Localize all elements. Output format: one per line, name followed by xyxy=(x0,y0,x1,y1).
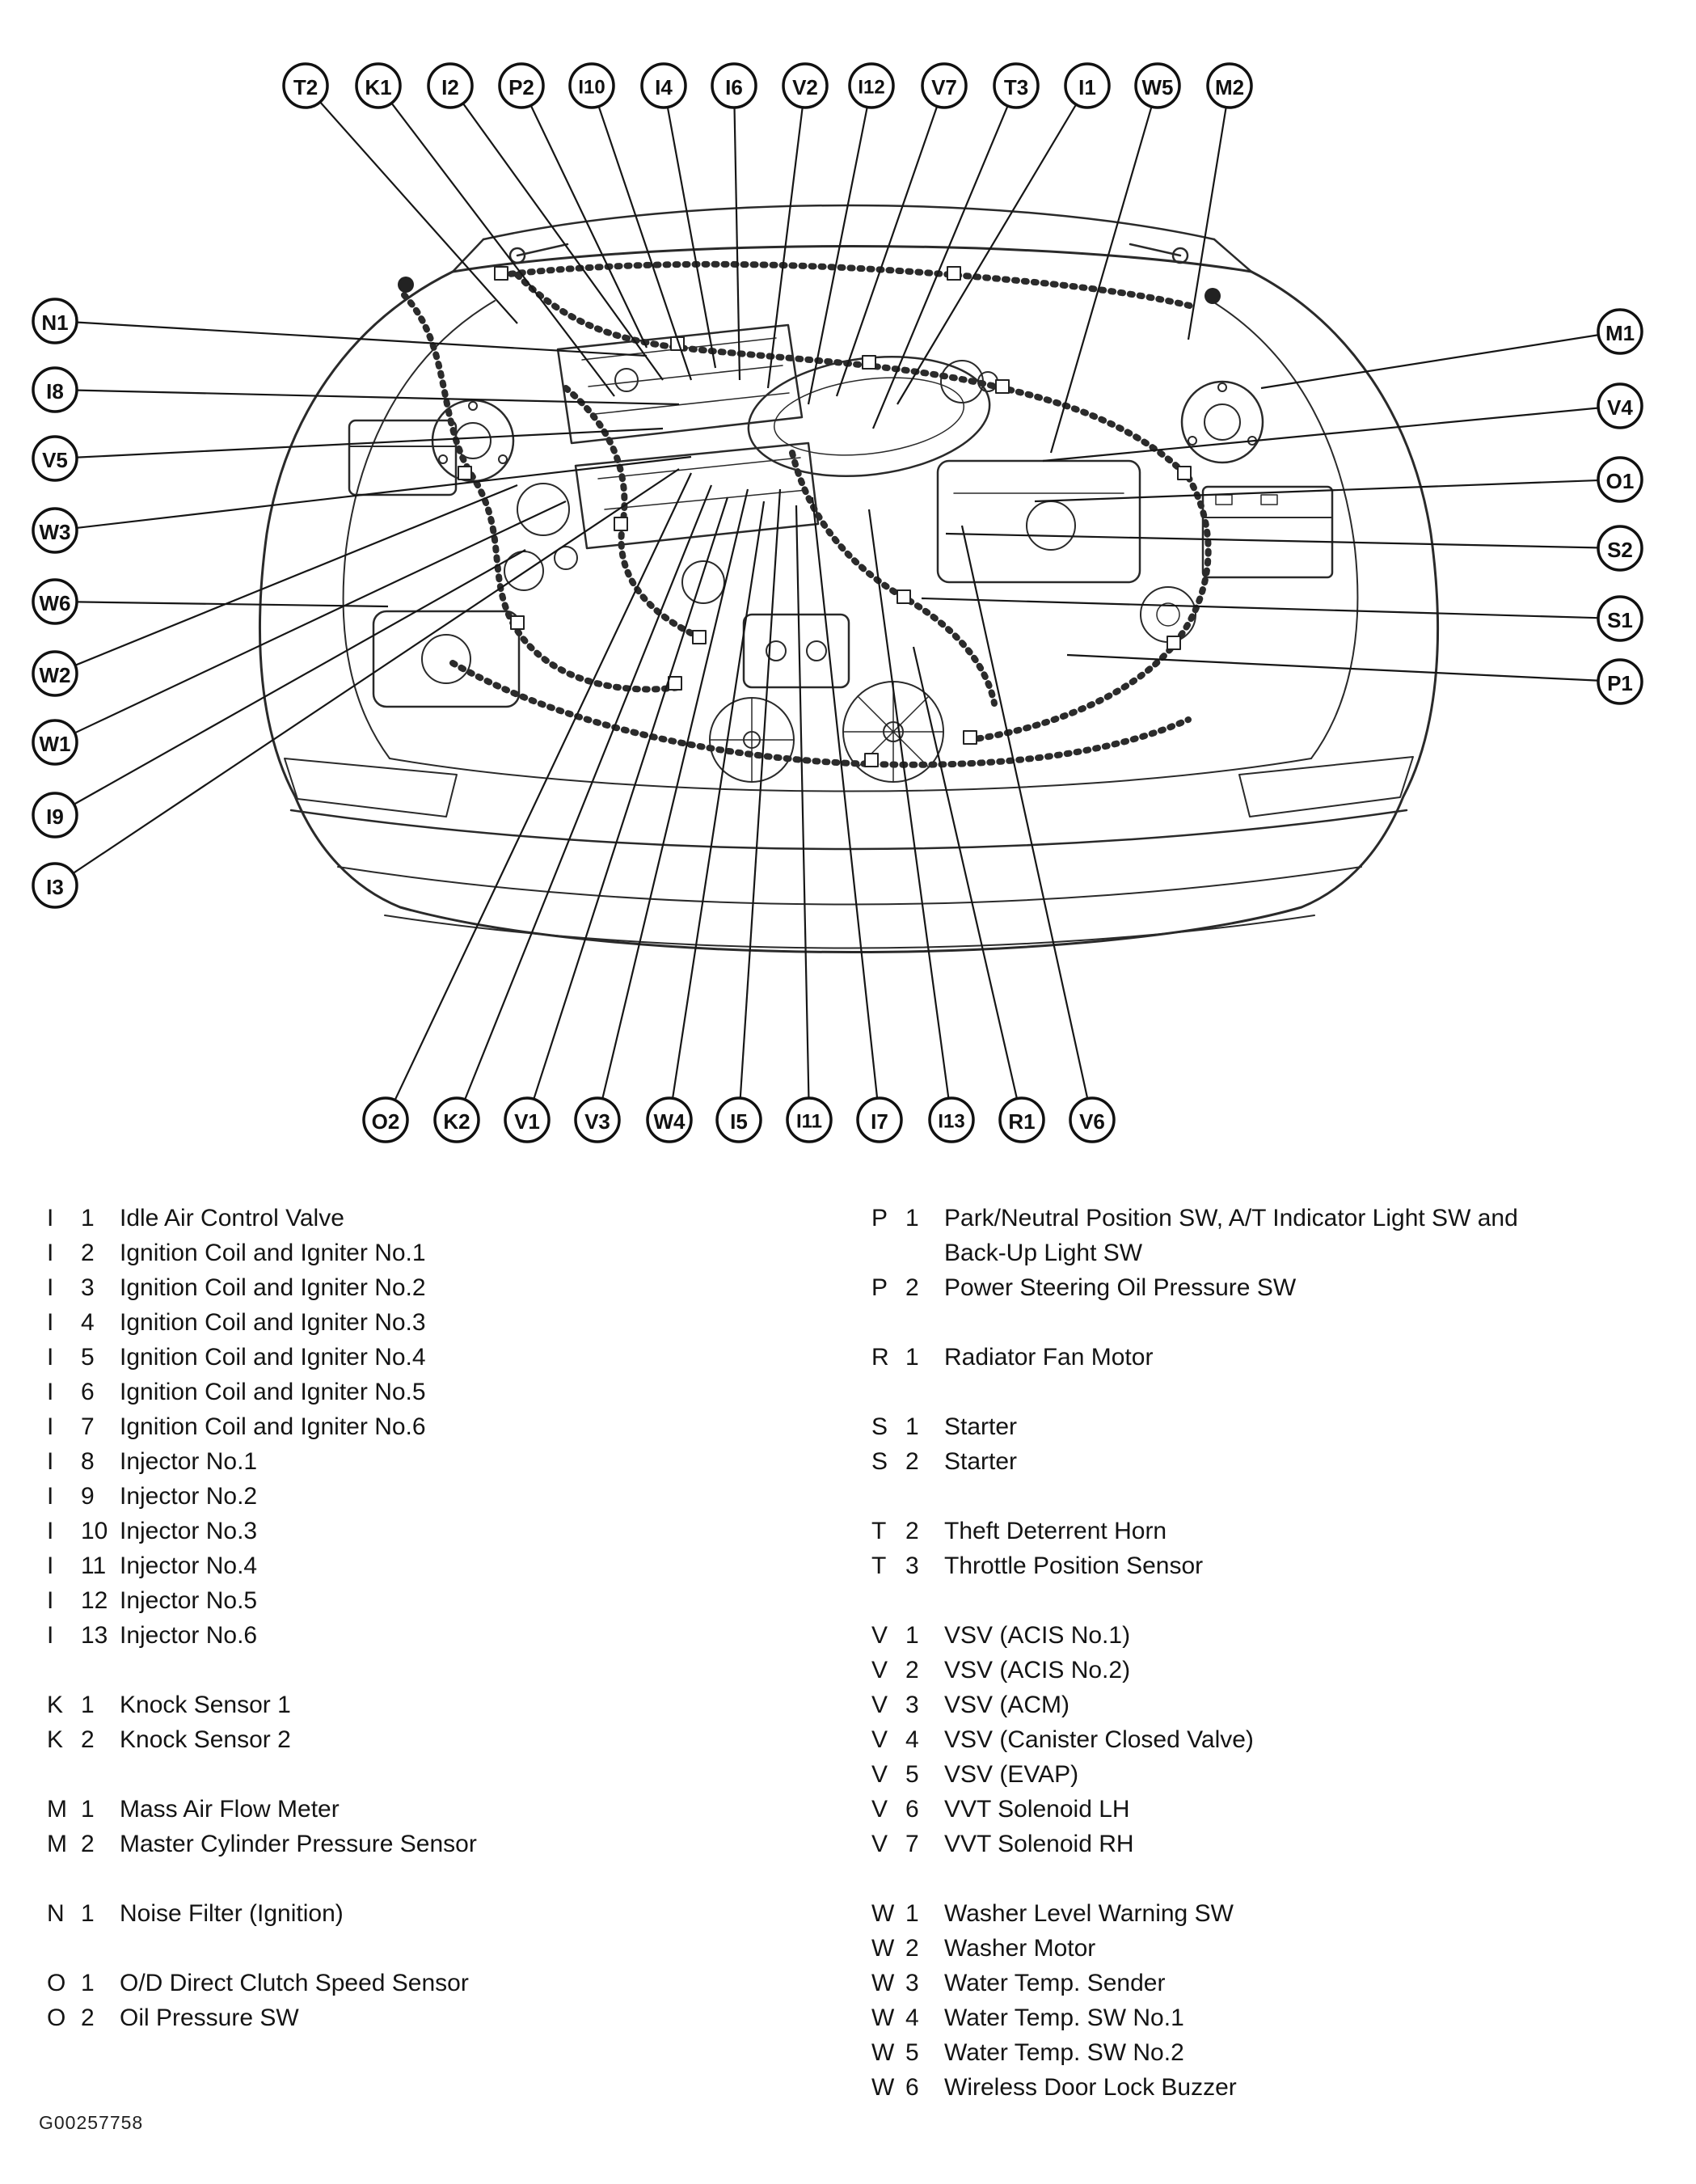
legend-row-I13 xyxy=(47,1618,839,1653)
callout-I7 xyxy=(858,1098,901,1142)
callout-S1 xyxy=(1598,597,1642,640)
legend-row-V1 xyxy=(871,1618,1664,1653)
legend-group-P xyxy=(871,1201,1664,1305)
leader-line-S1 xyxy=(922,598,1597,618)
callout-label: I8 xyxy=(46,379,64,403)
callout-I6 xyxy=(712,64,756,108)
callout-label: M2 xyxy=(1214,75,1245,99)
legend-code: O xyxy=(47,1970,66,1996)
legend-row-S2 xyxy=(871,1444,1664,1479)
legend-code: K xyxy=(47,1726,64,1753)
legend-code: W xyxy=(871,2004,895,2031)
callout-label: R1 xyxy=(1008,1109,1036,1134)
callout-M2 xyxy=(1208,64,1251,108)
legend-number: 10 xyxy=(81,1518,108,1544)
legend-code: I xyxy=(47,1483,54,1510)
callout-I13 xyxy=(930,1098,973,1142)
legend-code: V xyxy=(871,1831,888,1857)
legend-row-T2 xyxy=(871,1514,1664,1548)
legend-number: 2 xyxy=(81,2004,95,2031)
legend-number: 1 xyxy=(905,1344,919,1371)
legend-number: 1 xyxy=(905,1413,919,1440)
callout-V4 xyxy=(1598,384,1642,428)
legend-code: I xyxy=(47,1622,54,1649)
legend-number: 5 xyxy=(81,1344,95,1371)
callout-W5 xyxy=(1136,64,1179,108)
callout-label: K2 xyxy=(443,1109,470,1134)
leader-line-I4 xyxy=(668,108,715,368)
callout-W2 xyxy=(33,652,77,695)
legend-code: P xyxy=(871,1274,888,1301)
legend-group-R xyxy=(871,1340,1664,1375)
legend-label: Starter xyxy=(944,1448,1018,1475)
legend-label: Washer Level Warning SW xyxy=(944,1900,1234,1927)
callout-V3 xyxy=(576,1098,619,1142)
leader-line-O1 xyxy=(1035,480,1597,501)
callout-label: W2 xyxy=(39,663,71,687)
callout-K1 xyxy=(356,64,400,108)
callout-I12 xyxy=(850,64,893,108)
legend-number: 11 xyxy=(81,1552,107,1579)
callout-W6 xyxy=(33,580,77,623)
legend-column-left xyxy=(47,1201,839,2035)
callout-I2 xyxy=(428,64,472,108)
legend-number: 1 xyxy=(81,1692,95,1718)
legend-code: R xyxy=(871,1344,889,1371)
legend-code: W xyxy=(871,2039,895,2066)
legend-number: 2 xyxy=(905,1657,919,1683)
legend-row-W4 xyxy=(871,2000,1664,2035)
callout-I5 xyxy=(717,1098,761,1142)
legend-number: 2 xyxy=(905,1935,919,1962)
legend-label: Injector No.5 xyxy=(120,1587,258,1614)
legend-number: 1 xyxy=(905,1900,919,1927)
legend-code: I xyxy=(47,1240,54,1266)
leader-line-V7 xyxy=(837,107,937,396)
leader-line-W1 xyxy=(75,501,566,733)
legend-code: N xyxy=(47,1900,65,1927)
callout-W4 xyxy=(648,1098,691,1142)
legend-number: 1 xyxy=(81,1205,95,1231)
callout-label: W1 xyxy=(39,732,71,756)
legend-number: 12 xyxy=(81,1587,108,1614)
legend-label: Injector No.1 xyxy=(120,1448,258,1475)
legend-label: Water Temp. Sender xyxy=(944,1970,1166,1996)
callout-P2 xyxy=(500,64,543,108)
legend-code: V xyxy=(871,1726,888,1753)
leader-line-S2 xyxy=(946,534,1597,547)
legend-code: I xyxy=(47,1552,54,1579)
callout-label: V4 xyxy=(1607,395,1633,420)
legend-code: M xyxy=(47,1831,67,1857)
legend-number: 3 xyxy=(905,1552,919,1579)
legend-label: Ignition Coil and Igniter No.3 xyxy=(120,1309,426,1336)
legend-code: K xyxy=(47,1692,64,1718)
legend-number: 1 xyxy=(905,1622,919,1649)
legend-row-I6 xyxy=(47,1375,839,1409)
legend-row-V6 xyxy=(871,1792,1664,1827)
callout-label: P1 xyxy=(1607,671,1633,695)
legend-row-I1 xyxy=(47,1201,839,1236)
legend-row-I12 xyxy=(47,1583,839,1618)
legend-label: Injector No.3 xyxy=(120,1518,258,1544)
legend-code: S xyxy=(871,1448,888,1475)
callout-label: I2 xyxy=(441,75,459,99)
leader-line-W3 xyxy=(78,457,691,528)
legend-label: Noise Filter (Ignition) xyxy=(120,1900,344,1927)
leader-line-W4 xyxy=(673,501,764,1097)
legend-row-W6 xyxy=(871,2070,1664,2105)
legend-row-K1 xyxy=(47,1688,839,1722)
callout-label: W6 xyxy=(39,591,71,615)
legend-row-I7 xyxy=(47,1409,839,1444)
callout-label: T3 xyxy=(1003,75,1029,99)
leader-line-I1 xyxy=(897,105,1076,404)
legend-number: 9 xyxy=(81,1483,95,1510)
legend-row-M1 xyxy=(47,1792,839,1827)
callout-I10 xyxy=(570,64,614,108)
legend-row-V3 xyxy=(871,1688,1664,1722)
legend-code: I xyxy=(47,1274,54,1301)
legend-number: 3 xyxy=(905,1970,919,1996)
callout-label: I4 xyxy=(655,75,673,99)
legend-label: VVT Solenoid RH xyxy=(944,1831,1134,1857)
legend-number: 3 xyxy=(81,1274,95,1301)
callout-label: W3 xyxy=(39,520,71,544)
legend-label: Ignition Coil and Igniter No.2 xyxy=(120,1274,426,1301)
callout-I3 xyxy=(33,864,77,907)
callout-label: V6 xyxy=(1079,1109,1105,1134)
leader-line-W5 xyxy=(1051,108,1151,453)
legend-code: W xyxy=(871,1900,895,1927)
legend-number: 2 xyxy=(905,1448,919,1475)
callout-label: O1 xyxy=(1605,469,1635,493)
legend-code: I xyxy=(47,1518,54,1544)
legend-code: I xyxy=(47,1344,54,1371)
leader-line-I6 xyxy=(735,108,740,380)
legend-label: Knock Sensor 2 xyxy=(120,1726,291,1753)
legend-number: 5 xyxy=(905,2039,919,2066)
callout-label: I1 xyxy=(1078,75,1096,99)
legend-number: 2 xyxy=(81,1726,95,1753)
legend-code: P xyxy=(871,1205,888,1231)
legend-row-S1 xyxy=(871,1409,1664,1444)
legend-row-M2 xyxy=(47,1827,839,1861)
callout-I11 xyxy=(787,1098,831,1142)
legend-number: 4 xyxy=(81,1309,95,1336)
legend-row-I11 xyxy=(47,1548,839,1583)
legend-number: 7 xyxy=(81,1413,95,1440)
legend-row-P1 xyxy=(871,1201,1664,1270)
legend-number: 3 xyxy=(905,1692,919,1718)
leader-line-M2 xyxy=(1188,108,1226,340)
legend-label: Throttle Position Sensor xyxy=(944,1552,1204,1579)
legend-row-O2 xyxy=(47,2000,839,2035)
legend-number: 2 xyxy=(81,1240,95,1266)
callout-label: I3 xyxy=(46,875,64,899)
legend-label: Wireless Door Lock Buzzer xyxy=(944,2074,1237,2101)
figure-id: G00257758 xyxy=(39,2112,144,2133)
callout-label: I10 xyxy=(578,76,605,99)
legend-code: I xyxy=(47,1309,54,1336)
legend-code: W xyxy=(871,1935,895,1962)
legend-label: VSV (ACM) xyxy=(944,1692,1070,1718)
callout-V5 xyxy=(33,437,77,480)
callout-label: I9 xyxy=(46,805,64,829)
callout-label: I12 xyxy=(858,76,885,99)
legend-code: V xyxy=(871,1622,888,1649)
legend-code: O xyxy=(47,2004,66,2031)
legend-label: Radiator Fan Motor xyxy=(944,1344,1154,1371)
callout-label: I11 xyxy=(795,1110,823,1133)
legend-number: 4 xyxy=(905,1726,919,1753)
legend-number: 4 xyxy=(905,2004,919,2031)
legend-code: M xyxy=(47,1796,67,1823)
legend-row-R1 xyxy=(871,1340,1664,1375)
callout-label: I5 xyxy=(730,1109,748,1134)
legend-code: V xyxy=(871,1657,888,1683)
callout-label: N1 xyxy=(41,310,69,335)
legend-label: Park/Neutral Position SW, A/T Indicator Light SW and Back-Up Light SW xyxy=(944,1205,1518,1266)
legend-label: Starter xyxy=(944,1413,1018,1440)
callout-V6 xyxy=(1070,1098,1114,1142)
legend-label: Ignition Coil and Igniter No.4 xyxy=(120,1344,426,1371)
callout-label: I6 xyxy=(725,75,743,99)
legend-number: 6 xyxy=(905,2074,919,2101)
leader-line-V1 xyxy=(534,497,728,1098)
legend-row-W5 xyxy=(871,2035,1664,2070)
legend-code: I xyxy=(47,1413,54,1440)
callout-T3 xyxy=(994,64,1038,108)
legend-label: Injector No.4 xyxy=(120,1552,258,1579)
legend-group-I xyxy=(47,1201,839,1653)
legend-number: 13 xyxy=(81,1622,108,1649)
legend-label: VSV (ACIS No.1) xyxy=(944,1622,1131,1649)
legend-row-V7 xyxy=(871,1827,1664,1861)
legend-code: I xyxy=(47,1379,54,1405)
callout-T2 xyxy=(284,64,327,108)
legend-row-I4 xyxy=(47,1305,839,1340)
legend-group-K xyxy=(47,1688,839,1757)
legend-row-V5 xyxy=(871,1757,1664,1792)
legend-row-I3 xyxy=(47,1270,839,1305)
legend-label: Oil Pressure SW xyxy=(120,2004,299,2031)
legend-group-S xyxy=(871,1409,1664,1479)
callout-R1 xyxy=(1000,1098,1044,1142)
legend-column-right xyxy=(871,1201,1664,2105)
legend-row-K2 xyxy=(47,1722,839,1757)
leader-line-V3 xyxy=(602,489,748,1098)
legend-group-W xyxy=(871,1896,1664,2105)
callout-label: V1 xyxy=(514,1109,540,1134)
legend-label: Water Temp. SW No.1 xyxy=(944,2004,1184,2031)
leader-line-M1 xyxy=(1261,335,1597,388)
legend-code: W xyxy=(871,2074,895,2101)
legend-number: 7 xyxy=(905,1831,919,1857)
callout-label: W4 xyxy=(653,1109,686,1134)
legend-code: S xyxy=(871,1413,888,1440)
legend-code: V xyxy=(871,1692,888,1718)
legend-code: T xyxy=(871,1518,887,1544)
legend-label: VSV (ACIS No.2) xyxy=(944,1657,1131,1683)
legend-code: V xyxy=(871,1796,888,1823)
legend-row-T3 xyxy=(871,1548,1664,1583)
leader-line-I11 xyxy=(796,505,808,1097)
legend-row-W1 xyxy=(871,1896,1664,1931)
callout-I4 xyxy=(642,64,686,108)
legend-row-I5 xyxy=(47,1340,839,1375)
callout-label: S2 xyxy=(1607,538,1633,562)
callout-V2 xyxy=(783,64,827,108)
legend-code: I xyxy=(47,1587,54,1614)
callout-V7 xyxy=(922,64,966,108)
legend-label: O/D Direct Clutch Speed Sensor xyxy=(120,1970,469,1996)
legend-row-O1 xyxy=(47,1966,839,2000)
legend-row-I8 xyxy=(47,1444,839,1479)
callout-label: I13 xyxy=(938,1110,965,1133)
leader-line-R1 xyxy=(913,647,1017,1098)
callout-label: P2 xyxy=(508,75,534,99)
callout-I1 xyxy=(1065,64,1109,108)
legend-label: Theft Deterrent Horn xyxy=(944,1518,1167,1544)
legend-row-I10 xyxy=(47,1514,839,1548)
legend-code: W xyxy=(871,1970,895,1996)
legend-row-I2 xyxy=(47,1236,839,1270)
legend-row-P2 xyxy=(871,1270,1664,1305)
legend-label: Power Steering Oil Pressure SW xyxy=(944,1274,1297,1301)
leader-line-I9 xyxy=(74,550,525,804)
callout-label: V3 xyxy=(584,1109,610,1134)
callout-label: W5 xyxy=(1141,75,1174,99)
legend-group-N xyxy=(47,1896,839,1931)
legend-label: Injector No.6 xyxy=(120,1622,258,1649)
legend-number: 6 xyxy=(905,1796,919,1823)
legend-number: 6 xyxy=(81,1379,95,1405)
callout-label: I7 xyxy=(871,1109,888,1134)
callout-W1 xyxy=(33,720,77,764)
callout-W3 xyxy=(33,509,77,552)
legend-label: Ignition Coil and Igniter No.6 xyxy=(120,1413,426,1440)
callout-P1 xyxy=(1598,660,1642,703)
legend-label: VVT Solenoid LH xyxy=(944,1796,1130,1823)
callout-I9 xyxy=(33,793,77,837)
legend-group-T xyxy=(871,1514,1664,1583)
callout-label: M1 xyxy=(1605,321,1635,345)
callout-label: V2 xyxy=(792,75,818,99)
callout-O2 xyxy=(364,1098,407,1142)
legend-number: 2 xyxy=(905,1518,919,1544)
callout-label: O2 xyxy=(371,1109,400,1134)
legend-label: Knock Sensor 1 xyxy=(120,1692,291,1718)
legend-group-O xyxy=(47,1966,839,2035)
legend-number: 1 xyxy=(81,1970,95,1996)
leader-line-I5 xyxy=(740,489,780,1097)
callout-label: K1 xyxy=(365,75,392,99)
callout-bubbles xyxy=(33,64,1642,1142)
legend-number: 1 xyxy=(81,1796,95,1823)
callout-N1 xyxy=(33,299,77,343)
legend-group-V xyxy=(871,1618,1664,1861)
leader-line-V6 xyxy=(962,526,1087,1098)
legend-row-N1 xyxy=(47,1896,839,1931)
legend-number: 1 xyxy=(905,1205,919,1231)
callout-leader-lines xyxy=(74,103,1597,1100)
legend-label: Water Temp. SW No.2 xyxy=(944,2039,1184,2066)
legend-label: Injector No.2 xyxy=(120,1483,258,1510)
legend-label: Master Cylinder Pressure Sensor xyxy=(120,1831,477,1857)
legend-row-V4 xyxy=(871,1722,1664,1757)
callout-S2 xyxy=(1598,526,1642,570)
legend-label: VSV (EVAP) xyxy=(944,1761,1079,1788)
leader-line-W6 xyxy=(78,602,388,606)
legend-row-I9 xyxy=(47,1479,839,1514)
leader-line-I7 xyxy=(812,497,877,1097)
callout-K2 xyxy=(435,1098,479,1142)
legend-code: I xyxy=(47,1448,54,1475)
legend-number: 5 xyxy=(905,1761,919,1788)
legend-group-M xyxy=(47,1792,839,1861)
legend-label: Ignition Coil and Igniter No.1 xyxy=(120,1240,426,1266)
callout-label: T2 xyxy=(293,75,319,99)
legend-row-W3 xyxy=(871,1966,1664,2000)
callout-label: S1 xyxy=(1607,608,1633,632)
callout-I8 xyxy=(33,368,77,412)
callout-M1 xyxy=(1598,310,1642,353)
legend-row-V2 xyxy=(871,1653,1664,1688)
legend-number: 2 xyxy=(905,1274,919,1301)
leader-line-I3 xyxy=(74,469,679,872)
legend-code: T xyxy=(871,1552,887,1579)
leader-line-I8 xyxy=(78,391,679,404)
legend-label: Ignition Coil and Igniter No.5 xyxy=(120,1379,426,1405)
leader-line-I2 xyxy=(463,104,663,380)
callout-O1 xyxy=(1598,458,1642,501)
legend-number: 8 xyxy=(81,1448,95,1475)
legend-label: VSV (Canister Closed Valve) xyxy=(944,1726,1254,1753)
legend-label: Idle Air Control Valve xyxy=(120,1205,344,1231)
legend-number: 2 xyxy=(81,1831,95,1857)
callout-V1 xyxy=(505,1098,549,1142)
legend-code: V xyxy=(871,1761,888,1788)
leader-line-W2 xyxy=(76,485,517,665)
callout-label: V7 xyxy=(931,75,957,99)
legend-code: I xyxy=(47,1205,54,1231)
legend-label: Mass Air Flow Meter xyxy=(120,1796,340,1823)
legend-number: 1 xyxy=(81,1900,95,1927)
callout-label: V5 xyxy=(42,448,68,472)
legend-row-W2 xyxy=(871,1931,1664,1966)
legend-label: Washer Motor xyxy=(944,1935,1096,1962)
